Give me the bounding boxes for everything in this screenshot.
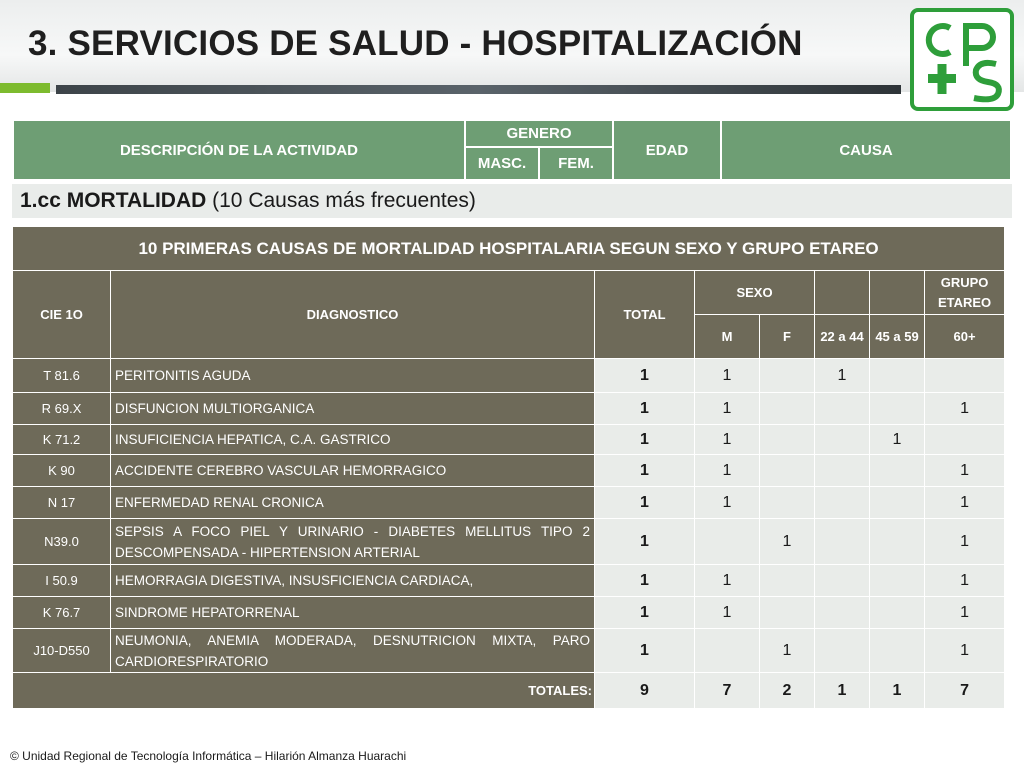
age-45-59-cell (870, 565, 925, 597)
age-60-cell: 1 (925, 565, 1005, 597)
age-22-44-cell (815, 565, 870, 597)
totales-m: 7 (695, 673, 760, 709)
age-60-cell: 1 (925, 597, 1005, 629)
cie-cell: I 50.9 (13, 565, 111, 597)
age-60-cell: 1 (925, 393, 1005, 425)
age-45-59-cell (870, 487, 925, 519)
f-cell (760, 359, 815, 393)
cps-logo (910, 8, 1014, 111)
section-heading-bold: 1.cc MORTALIDAD (20, 189, 207, 212)
m-cell: 1 (695, 393, 760, 425)
total-header: TOTAL (595, 271, 695, 359)
total-cell: 1 (595, 597, 695, 629)
m-header: M (695, 315, 760, 359)
age-45-59-cell: 1 (870, 425, 925, 455)
cie-cell: N39.0 (13, 519, 111, 565)
fem-header: FEM. (540, 148, 612, 179)
section-heading (12, 184, 1012, 218)
total-cell: 1 (595, 359, 695, 393)
m-cell (695, 629, 760, 673)
diagnostico-cell: INSUFICIENCIA HEPATICA, C.A. GASTRICO (111, 425, 595, 455)
totales-label: TOTALES: (13, 673, 595, 709)
mortality-table (12, 226, 1005, 709)
blank-header-1 (815, 271, 870, 315)
diagnostico-cell: SEPSIS A FOCO PIEL Y URINARIO - DIABETES MELLITUS TIPO 2 DESCOMPENSADA - HIPERTENSION ARTERIAL (111, 519, 595, 565)
age-45-59-cell (870, 597, 925, 629)
age-22-44-cell (815, 597, 870, 629)
total-cell: 1 (595, 425, 695, 455)
table-row (13, 565, 1005, 597)
age-60-cell (925, 425, 1005, 455)
sexo-header: SEXO (695, 271, 815, 315)
diagnostico-cell: SINDROME HEPATORRENAL (111, 597, 595, 629)
f-cell: 1 (760, 629, 815, 673)
total-cell: 1 (595, 455, 695, 487)
table-row (13, 519, 1005, 565)
age-45-59-cell (870, 359, 925, 393)
activity-header-table (12, 119, 1012, 181)
f-cell (760, 597, 815, 629)
f-cell (760, 425, 815, 455)
total-cell: 1 (595, 629, 695, 673)
f-cell (760, 565, 815, 597)
age-60-cell: 1 (925, 487, 1005, 519)
cie-cell: K 71.2 (13, 425, 111, 455)
m-cell: 1 (695, 455, 760, 487)
totales-45-59: 1 (870, 673, 925, 709)
table-row (13, 487, 1005, 519)
diagnostico-cell: NEUMONIA, ANEMIA MODERADA, DESNUTRICION MIXTA, PARO CARDIORESPIRATORIO (111, 629, 595, 673)
causa-header: CAUSA (722, 121, 1010, 179)
age-60-header: 60+ (925, 315, 1005, 359)
table-row (13, 393, 1005, 425)
totales-22-44: 1 (815, 673, 870, 709)
m-cell: 1 (695, 565, 760, 597)
cie-cell: K 76.7 (13, 597, 111, 629)
age-22-44-cell: 1 (815, 359, 870, 393)
f-cell (760, 487, 815, 519)
cie-cell: J10-D550 (13, 629, 111, 673)
age-60-cell: 1 (925, 629, 1005, 673)
cie-header: CIE 1O (13, 271, 111, 359)
diagnostico-cell: DISFUNCION MULTIORGANICA (111, 393, 595, 425)
age-22-44-cell (815, 425, 870, 455)
diagnostico-cell: ENFERMEDAD RENAL CRONICA (111, 487, 595, 519)
total-cell: 1 (595, 565, 695, 597)
edad-header: EDAD (614, 121, 720, 179)
grupo-etareo-header: GRUPO ETAREO (925, 271, 1005, 315)
age-60-cell: 1 (925, 455, 1005, 487)
table-row (13, 629, 1005, 673)
age-22-44-header: 22 a 44 (815, 315, 870, 359)
m-cell: 1 (695, 359, 760, 393)
accent-bar-dark (56, 85, 901, 94)
diagnostico-header: DIAGNOSTICO (111, 271, 595, 359)
table-row (13, 425, 1005, 455)
cie-cell: T 81.6 (13, 359, 111, 393)
age-22-44-cell (815, 487, 870, 519)
total-cell: 1 (595, 487, 695, 519)
cie-cell: N 17 (13, 487, 111, 519)
age-22-44-cell (815, 629, 870, 673)
table-caption: 10 PRIMERAS CAUSAS DE MORTALIDAD HOSPITALARIA SEGUN SEXO Y GRUPO ETAREO (13, 227, 1005, 271)
m-cell: 1 (695, 425, 760, 455)
accent-bar-green (0, 83, 50, 93)
total-cell: 1 (595, 393, 695, 425)
slide-title: 3. SERVICIOS DE SALUD - HOSPITALIZACIÓN (28, 24, 803, 63)
age-45-59-cell (870, 629, 925, 673)
table-row (13, 455, 1005, 487)
genero-header: GENERO (466, 121, 612, 146)
section-heading-rest: (10 Causas más frecuentes) (206, 189, 476, 212)
m-cell (695, 519, 760, 565)
age-22-44-cell (815, 393, 870, 425)
f-cell: 1 (760, 519, 815, 565)
diagnostico-cell: PERITONITIS AGUDA (111, 359, 595, 393)
age-45-59-cell (870, 455, 925, 487)
diagnostico-cell: ACCIDENTE CEREBRO VASCULAR HEMORRAGICO (111, 455, 595, 487)
age-45-59-cell (870, 393, 925, 425)
descripcion-header: DESCRIPCIÓN DE LA ACTIVIDAD (14, 121, 464, 179)
age-45-59-cell (870, 519, 925, 565)
totales-total: 9 (595, 673, 695, 709)
age-60-cell (925, 359, 1005, 393)
totales-60: 7 (925, 673, 1005, 709)
f-cell (760, 393, 815, 425)
blank-header-2 (870, 271, 925, 315)
f-header: F (760, 315, 815, 359)
footer-credit: © Unidad Regional de Tecnología Informática – Hilarión Almanza Huarachi (10, 749, 407, 763)
cie-cell: K 90 (13, 455, 111, 487)
total-cell: 1 (595, 519, 695, 565)
table-row (13, 597, 1005, 629)
masc-header: MASC. (466, 148, 538, 179)
totales-f: 2 (760, 673, 815, 709)
age-22-44-cell (815, 455, 870, 487)
age-22-44-cell (815, 519, 870, 565)
diagnostico-cell: HEMORRAGIA DIGESTIVA, INSUSFICIENCIA CARDIACA, (111, 565, 595, 597)
m-cell: 1 (695, 487, 760, 519)
table-row (13, 359, 1005, 393)
f-cell (760, 455, 815, 487)
age-45-59-header: 45 a 59 (870, 315, 925, 359)
age-60-cell: 1 (925, 519, 1005, 565)
m-cell: 1 (695, 597, 760, 629)
cie-cell: R 69.X (13, 393, 111, 425)
